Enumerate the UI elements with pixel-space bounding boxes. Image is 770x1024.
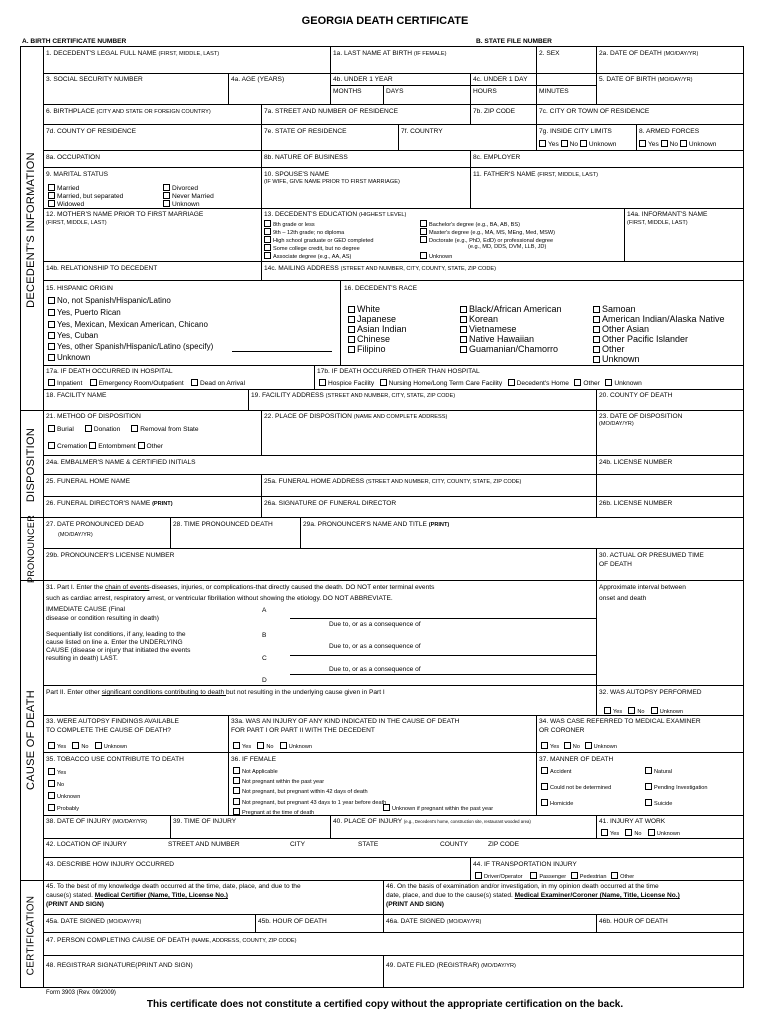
field-35-label: 35. TOBACCO USE CONTRIBUTE TO DEATH (46, 756, 184, 763)
field-17a-label: 17a. IF DEATH OCCURRED IN HOSPITAL (46, 368, 173, 375)
field-48-label: 48. REGISTRAR SIGNATURE(PRINT AND SIGN) (46, 962, 193, 969)
field-40-label: 40. PLACE OF INJURY (e.g., Decedent's home, construction site, restaurant wooded area) (333, 818, 531, 825)
interval-label-2: onset and death (599, 595, 647, 602)
edu-unknown[interactable]: Unknown (420, 252, 452, 260)
field-5-label: 5. DATE OF BIRTH (MO/DAY/YR) (599, 76, 693, 83)
field-2a-label: 2a. DATE OF DEATH (MO/DAY/YR) (599, 50, 699, 57)
field-21-label: 21. METHOD OF DISPOSITION (46, 413, 141, 420)
section-label-certification: CERTIFICATION (25, 895, 37, 975)
months-label: MONTHS (333, 88, 362, 95)
field-31-intro: 31. Part I. Enter the chain of events-diseases, injuries, or complications-that directly caused the death. DO NOT enter terminal events (46, 584, 435, 591)
field-31-intro-2: such as cardiac arrest, respiratory arrest, or ventricular fibrillation without showing the etiology. DO NOT ABBREVIATE. (46, 595, 393, 602)
field-45-print-sign: (PRINT AND SIGN) (46, 901, 104, 908)
field-14c-label: 14c. MAILING ADDRESS (STREET AND NUMBER, CITY, COUNTY, STATE, ZIP CODE) (264, 265, 497, 272)
field-41-label: 41. INJURY AT WORK (599, 818, 666, 825)
manner-cnd[interactable]: Could not be determined (541, 783, 611, 791)
sequential-1: Sequentially list conditions, if any, leading to the (46, 631, 186, 638)
minutes-label: MINUTES (539, 88, 569, 95)
female-unknown-option[interactable]: Unknown if pregnant within the past year (383, 804, 493, 812)
injury-at-work-options[interactable]: Yes No Unknown (601, 829, 680, 837)
field-14a-label: 14a. INFORMANT'S NAME (627, 211, 708, 218)
manner-homicide[interactable]: Homicide (541, 799, 573, 807)
female-options[interactable]: Not Applicable Not pregnant within the past year Not pregnant, but pregnant within 42 days of death Not pregnant, but pregnant 43 days to 1 year before death Pregnant at the time of death (233, 767, 386, 818)
field-45-text-2: cause(s) stated. Medical Certifier (Name, Title, License No.) (46, 892, 229, 899)
marital-widowed[interactable]: Widowed (48, 200, 84, 209)
sequential-4: resulting in death) LAST. (46, 655, 118, 662)
field-7e-label: 7e. STATE OF RESIDENCE (264, 128, 347, 135)
field-8c-label: 8c. EMPLOYER (473, 154, 521, 161)
field-23-label: 23. DATE OF DISPOSITION (599, 413, 683, 420)
line-c-marker: C (262, 655, 267, 662)
city-limits-options[interactable]: Yes No Unknown (539, 140, 616, 149)
field-29a-label: 29a. PRONOUNCER'S NAME AND TITLE (PRINT) (303, 521, 450, 528)
field-7d-label: 7d. COUNTY OF RESIDENCE (46, 128, 137, 135)
field-6-label: 6. BIRTHPLACE (CITY AND STATE OR FOREIGN COUNTRY) (46, 108, 211, 115)
location-state: STATE (358, 841, 379, 848)
tobacco-options[interactable]: Yes No Unknown Probably (48, 767, 80, 815)
edu-1[interactable]: 8th grade or less (264, 220, 315, 228)
field-3-label: 3. SOCIAL SECURITY NUMBER (46, 76, 143, 83)
field-7g-label: 7g. INSIDE CITY LIMITS (539, 128, 612, 135)
field-34-line2: OR CORONER (539, 727, 585, 734)
line-a-marker: A (262, 607, 267, 614)
field-4b-label: 4b. UNDER 1 YEAR (333, 76, 393, 83)
field-25a-label: 25a. FUNERAL HOME ADDRESS (STREET AND NUMBER, CITY, COUNTY, STATE, ZIP CODE) (264, 478, 522, 485)
field-1-label: 1. DECEDENT'S LEGAL FULL NAME (FIRST, MIDDLE, LAST) (46, 50, 220, 57)
race-col-1[interactable]: White Japanese Asian Indian Chinese Filipino (348, 304, 407, 354)
field-24b-label: 24b. LICENSE NUMBER (599, 459, 673, 466)
race-col-3[interactable]: Samoan American Indian/Alaska Native Other Asian Other Pacific Islander Other Unknown (593, 304, 725, 364)
field-13-label: 13. DECEDENT'S EDUCATION (HIGHEST LEVEL) (264, 211, 407, 218)
autopsy-options[interactable]: Yes No Unknown (604, 707, 683, 715)
race-col-2[interactable]: Black/African American Korean Vietnamese Native Hawaiian Guamanian/Chamorro (460, 304, 562, 354)
section-label-disposition: DISPOSITION (25, 427, 38, 503)
field-26-label: 26. FUNERAL DIRECTOR'S NAME (PRINT) (46, 500, 173, 507)
location-county: COUNTY (440, 841, 468, 848)
field-20-label: 20. COUNTY OF DEATH (599, 392, 673, 399)
days-label: DAYS (386, 88, 404, 95)
field-33a-label: 33a. WAS AN INJURY OF ANY KIND INDICATED IN THE CAUSE OF DEATH (231, 718, 460, 725)
field-32-label: 32. WAS AUTOPSY PERFORMED (599, 689, 702, 696)
field-7b-label: 7b. ZIP CODE (473, 108, 516, 115)
field-33a-line2: FOR PART I OR PART II WITH THE DECEDENT (231, 727, 375, 734)
certification-notice: This certificate does not constitute a certified copy without the appropriate certification on the back. (146, 999, 624, 1010)
field-4a-label: 4a. AGE (YEARS) (231, 76, 285, 83)
field-7a-label: 7a. STREET AND NUMBER OF RESIDENCE (264, 108, 398, 115)
field-11-label: 11. FATHER'S NAME (FIRST, MIDDLE, LAST) (473, 171, 599, 178)
field-12-sub: (FIRST, MIDDLE, LAST) (46, 220, 107, 226)
field-37-label: 37. MANNER OF DEATH (539, 756, 614, 763)
field-1a-label: 1a. LAST NAME AT BIRTH (IF FEMALE) (333, 50, 447, 57)
field-22-label: 22. PLACE OF DISPOSITION (NAME AND COMPLETE ADDRESS) (264, 413, 448, 420)
field-19-label: 19. FACILITY ADDRESS (STREET AND NUMBER, CITY, STATE, ZIP CODE) (251, 392, 456, 399)
field-45b-label: 45b. HOUR OF DEATH (258, 918, 327, 925)
field-2-label: 2. SEX (539, 50, 560, 57)
edu-6[interactable]: Bachelor's degree (e.g., BA, AB, BS) (420, 220, 520, 228)
hisp-2[interactable]: Yes, Puerto Rican (48, 308, 121, 317)
marital-separated[interactable]: Married, but separated (48, 192, 123, 201)
edu-2[interactable]: 9th – 12th grade; no diploma (264, 228, 344, 236)
field-16-label: 16. DECEDENT'S RACE (344, 285, 418, 292)
injury-indicated-options[interactable]: Yes No Unknown (233, 742, 312, 750)
sequential-2: cause listed on line a. Enter the UNDERLYING (46, 639, 183, 646)
field-45a-label: 45a. DATE SIGNED (MO/DAY/YR) (46, 918, 142, 925)
field-15-label: 15. HISPANIC ORIGIN (46, 285, 113, 292)
referred-me-options[interactable]: Yes No Unknown (541, 742, 617, 750)
field-34-label: 34. WAS CASE REFERRED TO MEDICAL EXAMINER (539, 718, 701, 725)
edu-3[interactable]: High school graduate or GED completed (264, 236, 373, 244)
immediate-cause-2: disease or condition resulting in death) (46, 615, 159, 622)
field-46-text-1: 46. On the basis of examination and/or investigation, in my opinion death occurred at the time (386, 883, 659, 890)
state-file-number-label: B. STATE FILE NUMBER (476, 38, 552, 45)
field-24a-label: 24a. EMBALMER'S NAME & CERTIFIED INITIALS (46, 459, 196, 466)
hisp-unknown[interactable]: Unknown (48, 353, 90, 362)
field-26b-label: 26b. LICENSE NUMBER (599, 500, 673, 507)
field-8-label: 8. ARMED FORCES (639, 128, 700, 135)
field-46a-label: 46a. DATE SIGNED (MO/DAY/YR) (386, 918, 482, 925)
line-d-marker: D (262, 677, 267, 684)
transport-options[interactable]: Driver/Operator Passenger Pedestrian Other (475, 872, 634, 880)
edu-7[interactable]: Master's degree (e.g., MA, MS, MEng, Med, MSW) (420, 228, 555, 236)
marital-never-married[interactable]: Never Married (163, 192, 214, 201)
manner-natural[interactable]: Natural (645, 767, 672, 775)
due-to-2: Due to, or as a consequence of (329, 643, 421, 650)
field-9-label: 9. MARITAL STATUS (46, 171, 109, 178)
due-to-1: Due to, or as a consequence of (329, 621, 421, 628)
part-2-label: Part II. Enter other significant conditions contributing to death but not resulting in the underlying cause given in Part I (46, 689, 385, 696)
edu-8[interactable]: Doctorate (e.g., PhD, EdD) or professional degree (420, 236, 553, 244)
field-4c-label: 4c. UNDER 1 DAY (473, 76, 528, 83)
armed-forces-options[interactable]: Yes No Unknown (639, 140, 716, 149)
section-label-pronouncer: PRONOUNCER (26, 514, 37, 584)
section-label-cause: CAUSE OF DEATH (25, 690, 38, 790)
field-7f-label: 7f. COUNTRY (401, 128, 443, 135)
interval-label-1: Approximate interval between (599, 584, 686, 591)
autopsy-findings-options[interactable]: Yes No Unknown (48, 742, 127, 750)
field-46-print-sign: (PRINT AND SIGN) (386, 901, 444, 908)
field-36-label: 36. IF FEMALE (231, 756, 277, 763)
field-29b-label: 29b. PRONOUNCER'S LICENSE NUMBER (46, 552, 175, 559)
field-10-label: 10. SPOUSE'S NAME (264, 171, 330, 178)
field-39-label: 39. TIME OF INJURY (173, 818, 237, 825)
disposition-options-1[interactable]: Burial Donation Removal from State (48, 425, 199, 434)
field-33-line2: TO COMPLETE THE CAUSE OF DEATH? (46, 727, 171, 734)
field-45-text-1: 45. To the best of my knowledge death occurred at the time, date, place, and due to the (46, 883, 301, 890)
field-38-label: 38. DATE OF INJURY (MO/DAY/YR) (46, 818, 148, 825)
birth-cert-number-label: A. BIRTH CERTIFICATE NUMBER (22, 38, 127, 45)
page-title: GEORGIA DEATH CERTIFICATE (301, 15, 469, 27)
field-14a-sub: (FIRST, MIDDLE, LAST) (627, 220, 688, 226)
manner-pending[interactable]: Pending Investigation (645, 783, 708, 791)
field-44-label: 44. IF TRANSPORTATION INJURY (473, 861, 577, 868)
field-26a-label: 26a. SIGNATURE OF FUNERAL DIRECTOR (264, 500, 397, 507)
field-8b-label: 8b. NATURE OF BUSINESS (264, 154, 348, 161)
field-27-label: 27. DATE PRONOUNCED DEAD (46, 521, 144, 528)
sequential-3: CAUSE (disease or injury that initiated the events (46, 647, 191, 654)
manner-accident[interactable]: Accident (541, 767, 571, 775)
location-city: CITY (290, 841, 306, 848)
non-hospital-options[interactable]: Hospice Facility Nursing Home/Long Term Care Facility Decedent's Home Other Unknown (319, 379, 642, 388)
marital-married[interactable]: Married (48, 184, 79, 193)
field-33-label: 33. WERE AUTOPSY FINDINGS AVAILABLE (46, 718, 179, 725)
field-28-label: 28. TIME PRONOUNCED DEATH (173, 521, 273, 528)
hospital-options[interactable]: Inpatient Emergency Room/Outpatient Dead on Arrival (48, 379, 245, 388)
field-14b-label: 14b. RELATIONSHIP TO DECEDENT (46, 265, 158, 272)
field-12-label: 12. MOTHER'S NAME PRIOR TO FIRST MARRIAGE (46, 211, 204, 218)
edu-8-examples: (e.g., MD, DDS, DVM, LLB, JD) (468, 244, 547, 250)
field-30-line2: OF DEATH (599, 561, 632, 568)
location-street: STREET AND NUMBER (168, 841, 240, 848)
field-7c-label: 7c. CITY OR TOWN OF RESIDENCE (539, 108, 650, 115)
manner-suicide[interactable]: Suicide (645, 799, 672, 807)
hisp-5[interactable]: Yes, other Spanish/Hispanic/Latino (specify) (48, 342, 213, 351)
edu-5[interactable]: Associate degree (e.g., AA, AS) (264, 252, 351, 260)
field-18-label: 18. FACILITY NAME (46, 392, 107, 399)
field-49-label: 49. DATE FILED (REGISTRAR) (MO/DAY/YR) (386, 962, 516, 969)
field-47-label: 47. PERSON COMPLETING CAUSE OF DEATH (NAME, ADDRESS, COUNTY, ZIP CODE) (46, 937, 297, 944)
marital-unknown[interactable]: Unknown (163, 200, 200, 209)
hisp-3[interactable]: Yes, Mexican, Mexican American, Chicano (48, 320, 208, 329)
field-43-label: 43. DESCRIBE HOW INJURY OCCURRED (46, 861, 174, 868)
form-number: Form 3903 (Rev. 09/2009) (46, 990, 116, 996)
due-to-3: Due to, or as a consequence of (329, 666, 421, 673)
hisp-1[interactable]: No, not Spanish/Hispanic/Latino (48, 296, 171, 305)
disposition-options-2[interactable]: Cremation Entombment Other (48, 442, 163, 451)
immediate-cause-1: IMMEDIATE CAUSE (Final (46, 606, 126, 613)
field-42-label: 42. LOCATION OF INJURY (46, 841, 127, 848)
hours-label: HOURS (473, 88, 497, 95)
field-23-sub: (MO/DAY/YR) (599, 421, 634, 427)
field-25-label: 25. FUNERAL HOME NAME (46, 478, 131, 485)
field-30-label: 30. ACTUAL OR PRESUMED TIME (599, 552, 704, 559)
edu-4[interactable]: Some college credit, but no degree (264, 244, 360, 252)
field-46b-label: 46b. HOUR OF DEATH (599, 918, 668, 925)
line-b-marker: B (262, 632, 267, 639)
field-27-sub: (MO/DAY/YR) (58, 532, 93, 538)
hisp-4[interactable]: Yes, Cuban (48, 331, 98, 340)
section-label-decedent: DECEDENT'S INFORMATION (25, 152, 37, 308)
field-46-text-2: date, place, and due to the cause(s) stated. Medical Examiner/Coroner (Name, Title, License No.) (386, 892, 680, 899)
field-8a-label: 8a. OCCUPATION (46, 154, 100, 161)
field-10-sub: (IF WIFE, GIVE NAME PRIOR TO FIRST MARRIAGE) (264, 179, 400, 185)
field-17b-label: 17b. IF DEATH OCCURRED OTHER THAN HOSPITAL (317, 368, 480, 375)
location-zip: ZIP CODE (488, 841, 520, 848)
marital-divorced[interactable]: Divorced (163, 184, 198, 193)
